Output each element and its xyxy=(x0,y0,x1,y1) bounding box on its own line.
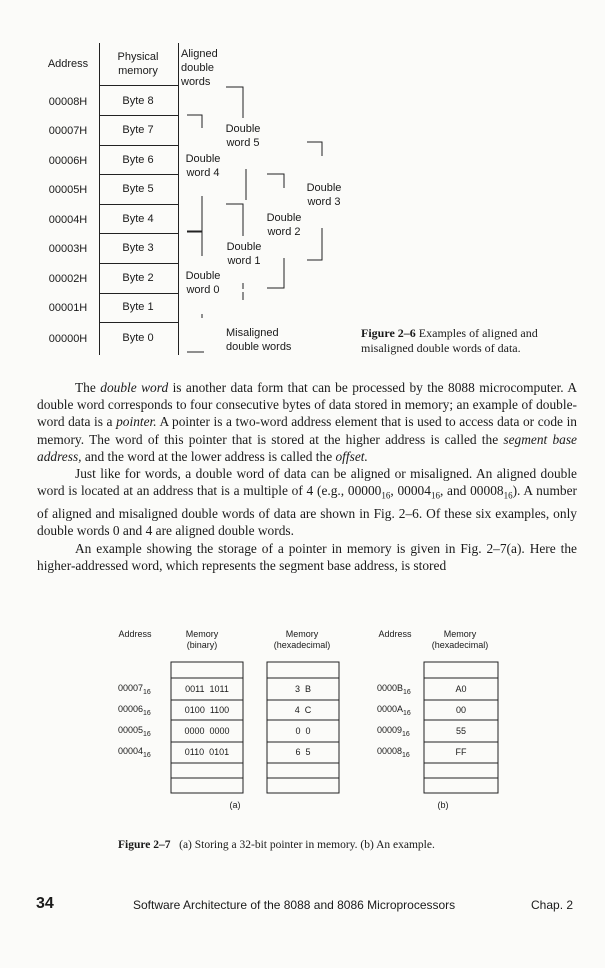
p2-sub-2: 16 xyxy=(430,490,440,501)
fig27b-addr-2: 00009 xyxy=(377,725,403,735)
figure-2-6 xyxy=(0,0,605,370)
bracket-dw3 xyxy=(307,142,322,156)
double-word-brackets xyxy=(0,0,605,370)
fig27a-address-row xyxy=(118,704,151,719)
double-word-3-label: Double word 3 xyxy=(306,182,342,208)
bracket-dw4 xyxy=(187,196,202,231)
header-address: Address xyxy=(47,58,89,70)
address-5: 00005H xyxy=(48,184,88,196)
fig27b-hex-3: FF xyxy=(455,747,467,757)
fig27a-sub-0: 16 xyxy=(143,688,151,696)
p1-a: The xyxy=(75,380,101,395)
fig27b-sub-2: 16 xyxy=(402,730,410,738)
byte-3: Byte 3 xyxy=(122,242,154,254)
fig27b-header-address: Address xyxy=(378,629,412,639)
paragraph-3: An example showing the storage of a pointer in memory is given in Fig. 2–7(a). Here the higher-addressed word, which represents the segment base address, is stored xyxy=(37,540,577,573)
bracket-dw0 xyxy=(187,232,202,256)
p1-c: is another data form that can be processed by the 8088 microcomputer. A double word corresponds to four consecutive bytes of data stored in memory; an example of double-word data is a xyxy=(37,380,577,430)
aligned-header-bracket xyxy=(226,87,243,118)
term-offset: offset. xyxy=(335,448,368,464)
fig27a-hex-3: 6 5 xyxy=(295,747,311,757)
fig27a-header-binary: Memory (binary) xyxy=(185,629,219,650)
fig27a-address-row xyxy=(118,725,151,740)
address-2: 00002H xyxy=(48,273,88,285)
fig27b-address-row xyxy=(377,725,410,740)
double-word-4-label: Double word 4 xyxy=(185,153,221,179)
fig27a-hex-0: 3 B xyxy=(294,684,311,694)
double-word-0-label: Double word 0 xyxy=(185,270,221,296)
paragraph-2 xyxy=(37,465,577,539)
p2-sub-3: 16 xyxy=(503,490,513,501)
caption-text: Examples of aligned and misaligned double words of data. xyxy=(361,326,538,355)
fig27b-addr-0: 0000B xyxy=(377,683,404,693)
address-0: 00000H xyxy=(48,333,88,345)
double-word-2-label: Double word 2 xyxy=(266,212,302,238)
address-4: 00004H xyxy=(48,214,88,226)
term-segment-base: segment base address, xyxy=(37,431,577,464)
fig27a-address-row xyxy=(118,746,151,761)
fig27-label-b: (b) xyxy=(437,800,449,810)
fig27a-addr-1: 00006 xyxy=(118,704,144,714)
page-number: 34 xyxy=(36,895,54,912)
figure-2-7-caption xyxy=(118,838,538,852)
term-double-word: double word xyxy=(100,380,169,395)
double-word-5-label: Double word 5 xyxy=(225,123,261,149)
fig27a-header-address: Address xyxy=(118,629,152,639)
byte-6: Byte 6 xyxy=(122,154,154,166)
fig27b-sub-3: 16 xyxy=(402,751,410,759)
term-pointer: pointer. xyxy=(116,414,157,430)
p2-sub-1: 16 xyxy=(381,490,391,501)
fig27a-addr-3: 00004 xyxy=(118,746,144,756)
chapter-label: Chap. 2 xyxy=(531,898,574,912)
fig27b-sub-0: 16 xyxy=(403,688,411,696)
fig27a-sub-1: 16 xyxy=(143,709,151,717)
bracket-dw2 xyxy=(267,174,284,188)
p1-e: A pointer is a two-word address element that is used to access data or code in memory. The word of this pointer that is stored at the higher address is called the xyxy=(37,414,578,447)
address-8: 00008H xyxy=(48,96,88,108)
fig27-label-a: (a) xyxy=(229,800,241,810)
header-physical-memory: Physical memory xyxy=(117,51,159,77)
byte-7: Byte 7 xyxy=(122,124,154,136)
bracket-dw5 xyxy=(187,115,202,128)
fig27a-sub-3: 16 xyxy=(143,751,151,759)
fig27-caption-text: (a) Storing a 32-bit pointer in memory. (b) An example. xyxy=(179,839,435,851)
address-7: 00007H xyxy=(48,125,88,137)
fig27a-binary-2: 0000 0000 xyxy=(184,726,230,736)
fig27a-addr-0: 00007 xyxy=(118,683,144,693)
fig27b-header-hex: Memory (hexadecimal) xyxy=(431,629,489,650)
fig27b-hex-0: A0 xyxy=(455,684,467,694)
byte-0: Byte 0 xyxy=(122,332,154,344)
fig27-caption-label: Figure 2–7 xyxy=(118,839,171,851)
fig27b-address-row xyxy=(377,746,410,761)
fig27a-header-hex: Memory (hexadecimal) xyxy=(273,629,331,650)
address-6: 00006H xyxy=(48,155,88,167)
fig27a-addr-2: 00005 xyxy=(118,725,144,735)
fig27a-hex-1: 4 C xyxy=(294,705,312,715)
bracket-dw1 xyxy=(226,204,243,236)
byte-2: Byte 2 xyxy=(122,272,154,284)
fig27a-binary-0: 0011 1011 xyxy=(185,684,229,694)
fig27b-sub-1: 16 xyxy=(403,709,411,717)
fig27b-addr-3: 00008 xyxy=(377,746,403,756)
paragraph-1 xyxy=(37,379,577,465)
p2-d: ). A number of aligned and misaligned double words of data are shown in Fig. 2–6. Of these six examples, only double words 0 and 4 are aligned double words. xyxy=(37,483,577,539)
p1-g: and the word at the lower address is called the xyxy=(81,448,336,464)
p2-c: , and 00008 xyxy=(439,483,504,499)
fig27b-hex-2: 55 xyxy=(455,726,466,736)
address-3: 00003H xyxy=(48,243,88,255)
fig27b-hex-1: 00 xyxy=(455,705,466,715)
byte-8: Byte 8 xyxy=(122,95,154,107)
double-word-1-label: Double word 1 xyxy=(226,241,262,267)
fig27b-address-row xyxy=(377,704,411,719)
p2-a: Just like for words, a double word of data can be aligned or misaligned. An aligned double word is located at an address that is a multiple of 4 (e.g., 00000 xyxy=(37,466,577,499)
p2-b: , 00004 xyxy=(390,483,431,499)
body-text xyxy=(37,379,577,574)
header-aligned-double-words: Aligned double words xyxy=(181,48,218,88)
fig27a-sub-2: 16 xyxy=(143,730,151,738)
fig27a-binary-1: 0100 1100 xyxy=(184,705,230,715)
byte-4: Byte 4 xyxy=(122,213,154,225)
running-title: Software Architecture of the 8088 and 8086 Microprocessors xyxy=(133,898,456,912)
fig27a-hex-2: 0 0 xyxy=(295,726,311,736)
fig27a-binary-3: 0110 0101 xyxy=(184,747,230,757)
fig27b-addr-1: 0000A xyxy=(377,704,404,714)
page-footer xyxy=(0,893,605,919)
address-1: 00001H xyxy=(48,302,88,314)
figure-2-7 xyxy=(0,620,605,860)
figure-2-6-caption xyxy=(361,326,581,356)
fig27a-address-row xyxy=(118,683,151,698)
byte-1: Byte 1 xyxy=(122,301,154,313)
misaligned-label: Misaligned double words xyxy=(226,327,292,353)
fig27b-address-row xyxy=(377,683,411,698)
caption-label: Figure 2–6 xyxy=(361,326,416,340)
byte-5: Byte 5 xyxy=(122,183,154,195)
